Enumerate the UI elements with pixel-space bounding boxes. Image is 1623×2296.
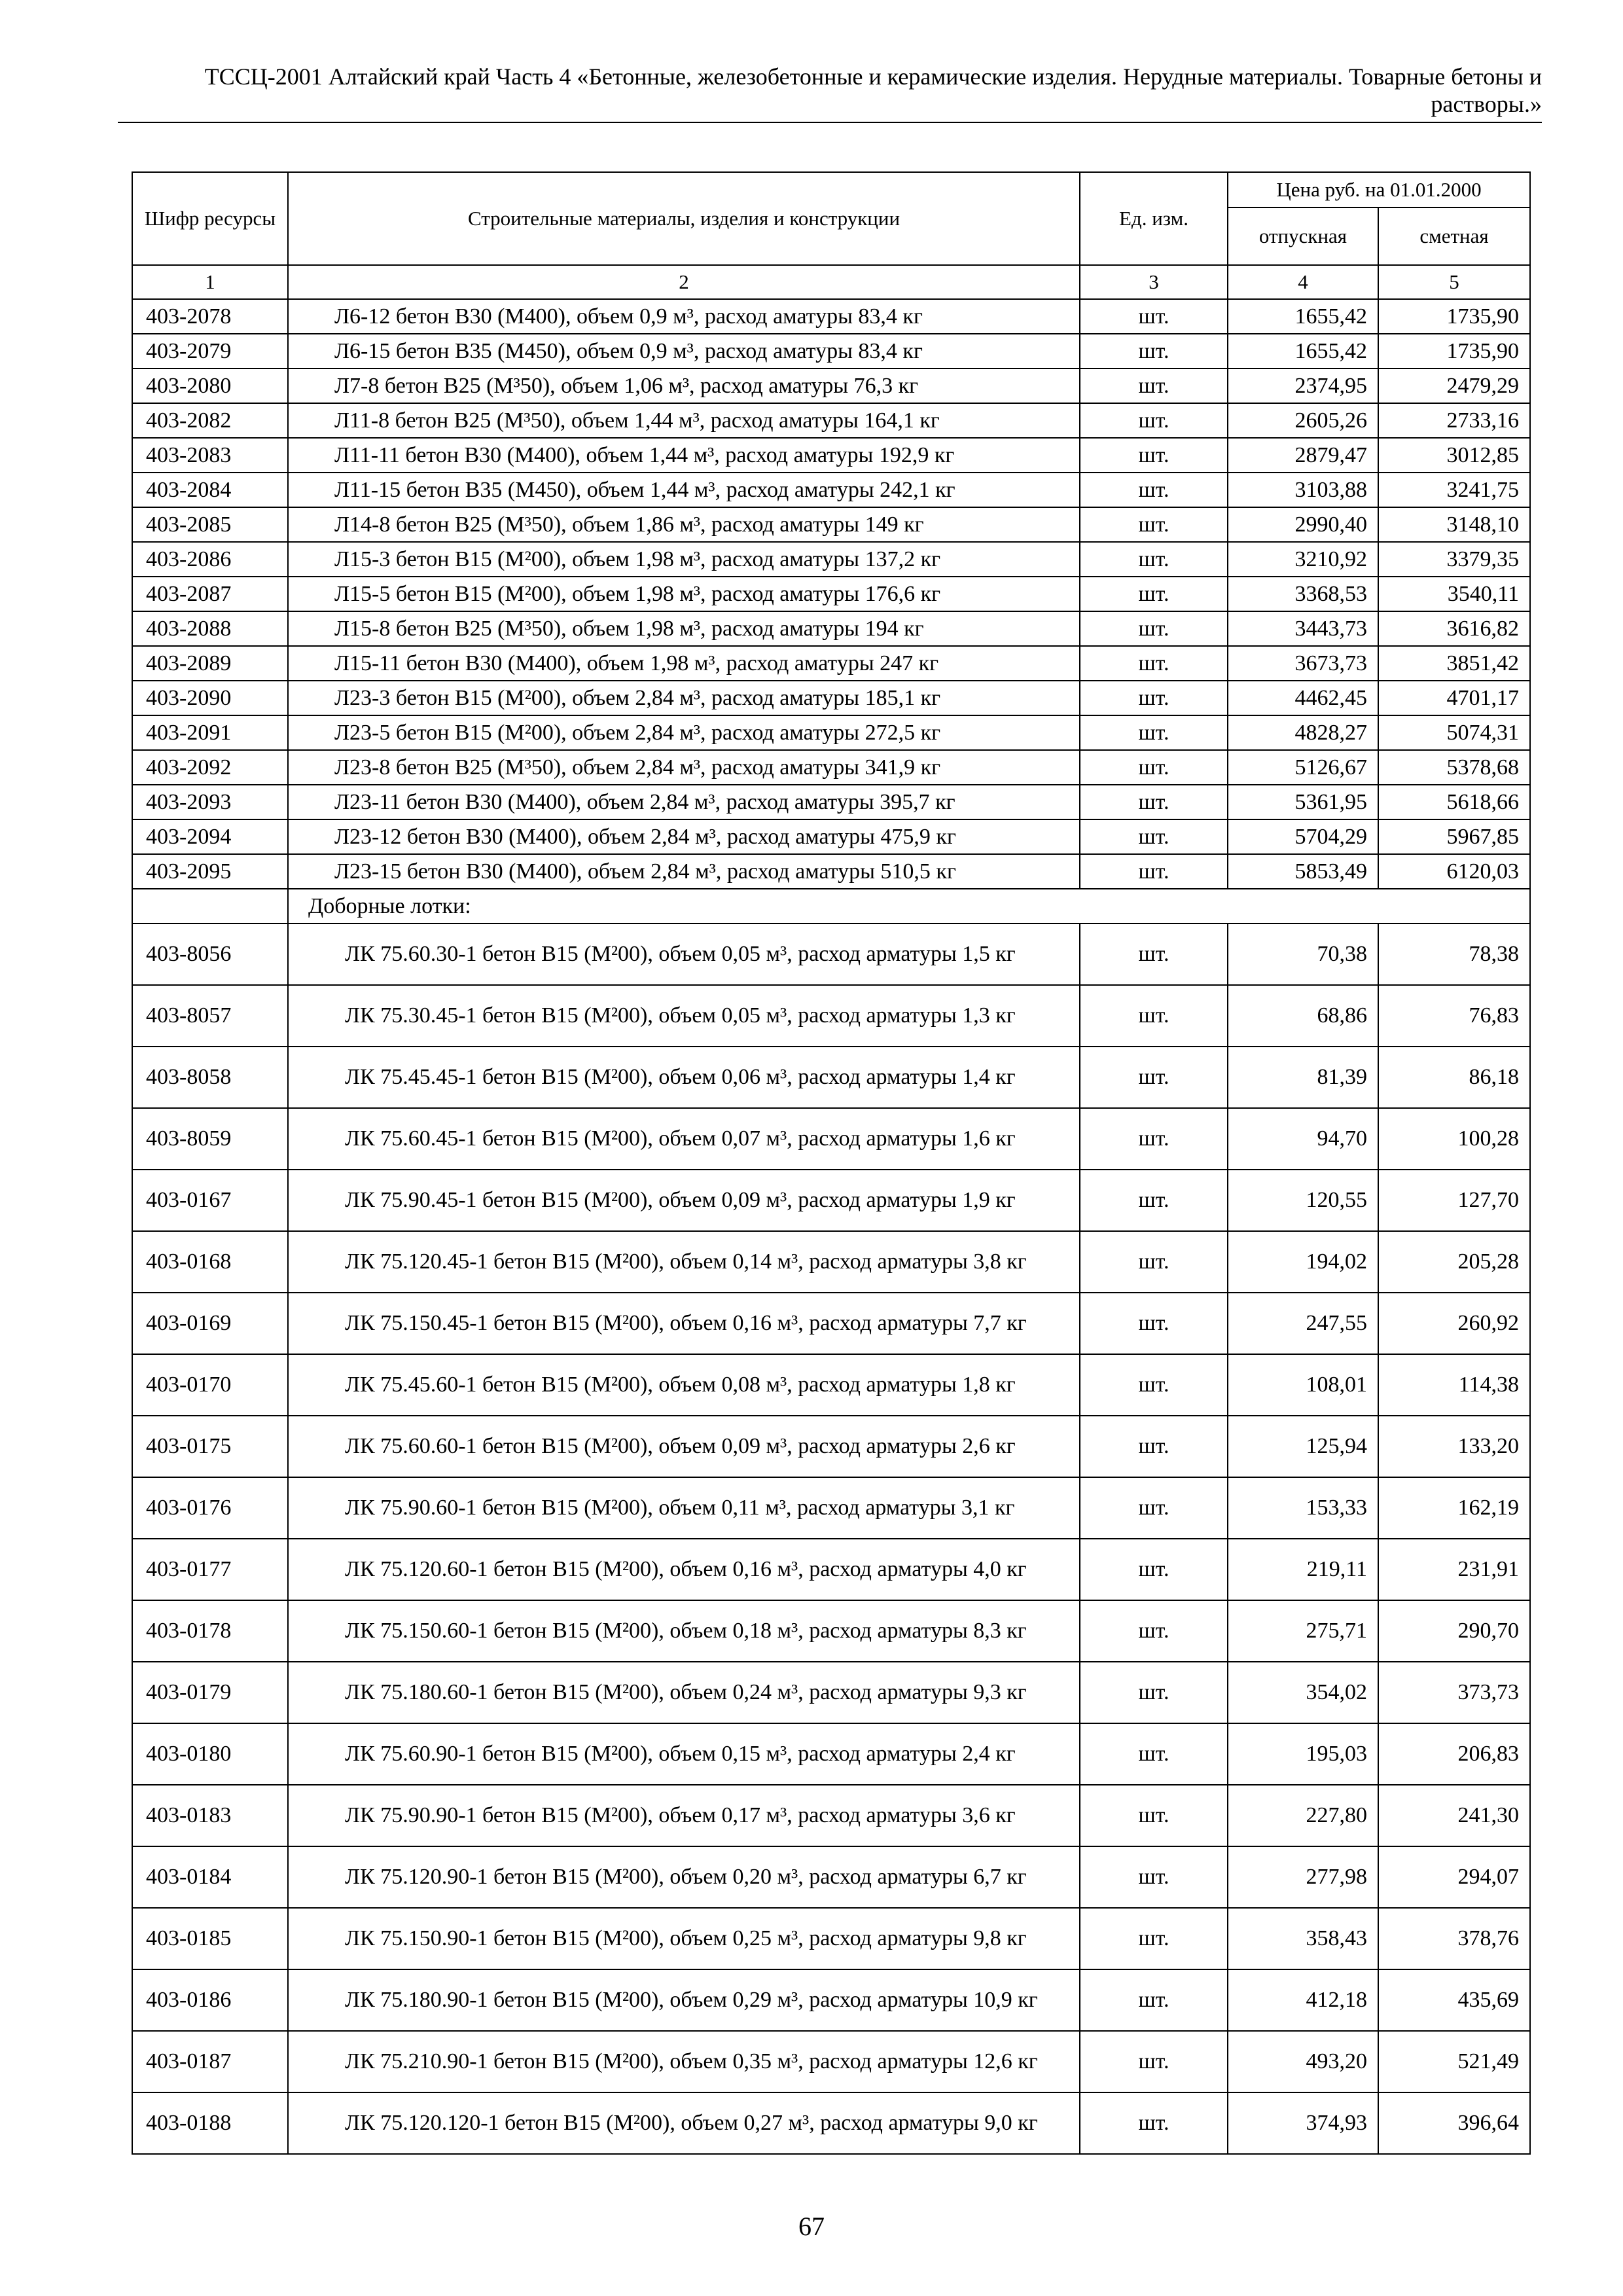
estimate-price: 4701,17 <box>1378 681 1530 715</box>
resource-code: 403-2089 <box>132 646 288 681</box>
release-price: 3210,92 <box>1228 542 1378 577</box>
material-name: Л23-8 бетон В25 (М³50), объем 2,84 м³, расход аматуры 341,9 кг <box>288 750 1080 785</box>
release-price: 493,20 <box>1228 2031 1378 2092</box>
estimate-price: 3148,10 <box>1378 507 1530 542</box>
material-name-cell <box>288 2031 1080 2092</box>
unit-of-measure: шт. <box>1080 750 1228 785</box>
column-number: 4 <box>1228 265 1378 299</box>
estimate-price: 114,38 <box>1378 1354 1530 1416</box>
material-name: Л23-3 бетон В15 (М²00), объем 2,84 м³, расход аматуры 185,1 кг <box>288 681 1080 715</box>
section-code-cell <box>132 889 288 924</box>
resource-code: 403-2084 <box>132 473 288 507</box>
table-row <box>132 1969 1530 2031</box>
material-name-cell <box>288 1539 1080 1600</box>
col-header-unit: Ед. изм. <box>1080 172 1228 265</box>
unit-of-measure: шт. <box>1080 1662 1228 1723</box>
unit-of-measure: шт. <box>1080 403 1228 438</box>
resource-code: 403-2083 <box>132 438 288 473</box>
release-price: 5704,29 <box>1228 819 1378 854</box>
table-row <box>132 1416 1530 1477</box>
release-price: 120,55 <box>1228 1170 1378 1231</box>
table-row <box>132 1539 1530 1600</box>
table-row <box>132 1785 1530 1846</box>
material-name: Л6-12 бетон В30 (М400), объем 0,9 м³, расход аматуры 83,4 кг <box>288 299 1080 334</box>
resource-code: 403-0169 <box>132 1293 288 1354</box>
table-row <box>132 1354 1530 1416</box>
unit-of-measure: шт. <box>1080 1908 1228 1969</box>
unit-of-measure: шт. <box>1080 646 1228 681</box>
estimate-price: 2479,29 <box>1378 368 1530 403</box>
resource-code: 403-0175 <box>132 1416 288 1477</box>
column-number: 5 <box>1378 265 1530 299</box>
release-price: 70,38 <box>1228 924 1378 985</box>
estimate-price: 2733,16 <box>1378 403 1530 438</box>
unit-of-measure: шт. <box>1080 785 1228 819</box>
col-header-code: Шифр ресурсы <box>132 172 288 265</box>
table-row <box>132 924 1530 985</box>
material-name: ЛК 75.30.45-1 бетон В15 (М²00), объем 0,05 м³, расход арматуры 1,3 кг <box>345 1003 1016 1028</box>
resource-code: 403-2095 <box>132 854 288 889</box>
estimate-price: 1735,90 <box>1378 334 1530 368</box>
resource-code: 403-2079 <box>132 334 288 368</box>
column-number-row <box>132 265 1530 299</box>
release-price: 3673,73 <box>1228 646 1378 681</box>
resource-code: 403-2087 <box>132 577 288 611</box>
material-name: Л7-8 бетон В25 (М³50), объем 1,06 м³, расход аматуры 76,3 кг <box>288 368 1080 403</box>
resource-code: 403-2094 <box>132 819 288 854</box>
estimate-price: 3241,75 <box>1378 473 1530 507</box>
estimate-price: 5378,68 <box>1378 750 1530 785</box>
unit-of-measure: шт. <box>1080 1969 1228 2031</box>
material-name-cell <box>288 1231 1080 1293</box>
estimate-price: 1735,90 <box>1378 299 1530 334</box>
table-row <box>132 681 1530 715</box>
material-name: Л15-3 бетон В15 (М²00), объем 1,98 м³, расход аматуры 137,2 кг <box>288 542 1080 577</box>
table-row <box>132 985 1530 1047</box>
resource-code: 403-0170 <box>132 1354 288 1416</box>
estimate-price: 373,73 <box>1378 1662 1530 1723</box>
resource-code: 403-0176 <box>132 1477 288 1539</box>
material-name: ЛК 75.120.120-1 бетон В15 (М²00), объем 0,27 м³, расход арматуры 9,0 кг <box>345 2111 1038 2135</box>
unit-of-measure: шт. <box>1080 854 1228 889</box>
release-price: 3443,73 <box>1228 611 1378 646</box>
material-name: Л23-5 бетон В15 (М²00), объем 2,84 м³, расход аматуры 272,5 кг <box>288 715 1080 750</box>
material-name: Л15-8 бетон В25 (М³50), объем 1,98 м³, расход аматуры 194 кг <box>288 611 1080 646</box>
resource-code: 403-0180 <box>132 1723 288 1785</box>
material-name: Л6-15 бетон В35 (М450), объем 0,9 м³, расход аматуры 83,4 кг <box>288 334 1080 368</box>
estimate-price: 260,92 <box>1378 1293 1530 1354</box>
table-row <box>132 334 1530 368</box>
material-name: ЛК 75.45.45-1 бетон В15 (М²00), объем 0,06 м³, расход арматуры 1,4 кг <box>345 1065 1016 1089</box>
col-header-estimate: сметная <box>1378 207 1530 265</box>
release-price: 81,39 <box>1228 1047 1378 1108</box>
material-name: ЛК 75.60.30-1 бетон В15 (М²00), объем 0,05 м³, расход арматуры 1,5 кг <box>345 942 1016 966</box>
resource-code: 403-0177 <box>132 1539 288 1600</box>
release-price: 275,71 <box>1228 1600 1378 1662</box>
material-name-cell <box>288 1846 1080 1908</box>
estimate-price: 241,30 <box>1378 1785 1530 1846</box>
unit-of-measure: шт. <box>1080 1846 1228 1908</box>
table-row <box>132 854 1530 889</box>
unit-of-measure: шт. <box>1080 2031 1228 2092</box>
unit-of-measure: шт. <box>1080 1170 1228 1231</box>
material-name: ЛК 75.120.60-1 бетон В15 (М²00), объем 0,16 м³, расход арматуры 4,0 кг <box>345 1557 1027 1581</box>
unit-of-measure: шт. <box>1080 681 1228 715</box>
release-price: 5853,49 <box>1228 854 1378 889</box>
release-price: 2990,40 <box>1228 507 1378 542</box>
col-header-release: отпускная <box>1228 207 1378 265</box>
table-row <box>132 473 1530 507</box>
unit-of-measure: шт. <box>1080 819 1228 854</box>
estimate-price: 78,38 <box>1378 924 1530 985</box>
table-row <box>132 1108 1530 1170</box>
material-name-cell <box>288 1723 1080 1785</box>
unit-of-measure: шт. <box>1080 1539 1228 1600</box>
release-price: 354,02 <box>1228 1662 1378 1723</box>
release-price: 5361,95 <box>1228 785 1378 819</box>
table-row <box>132 819 1530 854</box>
release-price: 1655,42 <box>1228 299 1378 334</box>
table-row <box>132 1908 1530 1969</box>
table-row <box>132 1047 1530 1108</box>
estimate-price: 435,69 <box>1378 1969 1530 2031</box>
resource-code: 403-8058 <box>132 1047 288 1108</box>
unit-of-measure: шт. <box>1080 924 1228 985</box>
release-price: 2605,26 <box>1228 403 1378 438</box>
release-price: 5126,67 <box>1228 750 1378 785</box>
table-row <box>132 1231 1530 1293</box>
estimate-price: 162,19 <box>1378 1477 1530 1539</box>
release-price: 219,11 <box>1228 1539 1378 1600</box>
release-price: 277,98 <box>1228 1846 1378 1908</box>
release-price: 3368,53 <box>1228 577 1378 611</box>
price-table <box>132 171 1531 2155</box>
estimate-price: 521,49 <box>1378 2031 1530 2092</box>
table-row <box>132 1662 1530 1723</box>
resource-code: 403-0184 <box>132 1846 288 1908</box>
material-name-cell <box>288 1416 1080 1477</box>
unit-of-measure: шт. <box>1080 368 1228 403</box>
estimate-price: 86,18 <box>1378 1047 1530 1108</box>
material-name: Л11-11 бетон В30 (М400), объем 1,44 м³, расход аматуры 192,9 кг <box>288 438 1080 473</box>
resource-code: 403-2080 <box>132 368 288 403</box>
material-name: Л11-8 бетон В25 (М³50), объем 1,44 м³, расход аматуры 164,1 кг <box>288 403 1080 438</box>
material-name-cell <box>288 924 1080 985</box>
estimate-price: 3851,42 <box>1378 646 1530 681</box>
unit-of-measure: шт. <box>1080 473 1228 507</box>
unit-of-measure: шт. <box>1080 2092 1228 2154</box>
resource-code: 403-0187 <box>132 2031 288 2092</box>
material-name: ЛК 75.60.45-1 бетон В15 (М²00), объем 0,07 м³, расход арматуры 1,6 кг <box>345 1126 1016 1151</box>
release-price: 195,03 <box>1228 1723 1378 1785</box>
unit-of-measure: шт. <box>1080 507 1228 542</box>
table-row <box>132 403 1530 438</box>
material-name: Л15-5 бетон В15 (М²00), объем 1,98 м³, расход аматуры 176,6 кг <box>288 577 1080 611</box>
resource-code: 403-8056 <box>132 924 288 985</box>
table-row <box>132 750 1530 785</box>
table-row <box>132 646 1530 681</box>
resource-code: 403-0188 <box>132 2092 288 2154</box>
release-price: 94,70 <box>1228 1108 1378 1170</box>
release-price: 125,94 <box>1228 1416 1378 1477</box>
material-name: Л23-11 бетон В30 (М400), объем 2,84 м³, расход аматуры 395,7 кг <box>288 785 1080 819</box>
material-name: ЛК 75.90.45-1 бетон В15 (М²00), объем 0,09 м³, расход арматуры 1,9 кг <box>345 1188 1016 1212</box>
resource-code: 403-2085 <box>132 507 288 542</box>
estimate-price: 290,70 <box>1378 1600 1530 1662</box>
material-name: ЛК 75.120.90-1 бетон В15 (М²00), объем 0,20 м³, расход арматуры 6,7 кг <box>345 1865 1027 1889</box>
release-price: 2879,47 <box>1228 438 1378 473</box>
material-name-cell <box>288 1170 1080 1231</box>
table-row <box>132 438 1530 473</box>
page-number: 67 <box>798 2212 825 2241</box>
resource-code: 403-0185 <box>132 1908 288 1969</box>
estimate-price: 3012,85 <box>1378 438 1530 473</box>
table-row <box>132 1846 1530 1908</box>
material-name: Л23-12 бетон В30 (М400), объем 2,84 м³, расход аматуры 475,9 кг <box>288 819 1080 854</box>
material-name: ЛК 75.45.60-1 бетон В15 (М²00), объем 0,08 м³, расход арматуры 1,8 кг <box>345 1372 1016 1397</box>
resource-code: 403-0167 <box>132 1170 288 1231</box>
release-price: 358,43 <box>1228 1908 1378 1969</box>
release-price: 4828,27 <box>1228 715 1378 750</box>
resource-code: 403-8057 <box>132 985 288 1047</box>
table-row <box>132 611 1530 646</box>
estimate-price: 100,28 <box>1378 1108 1530 1170</box>
table-row <box>132 1477 1530 1539</box>
unit-of-measure: шт. <box>1080 985 1228 1047</box>
release-price: 374,93 <box>1228 2092 1378 2154</box>
resource-code: 403-0178 <box>132 1600 288 1662</box>
table-row <box>132 2031 1530 2092</box>
table-row <box>132 577 1530 611</box>
material-name: ЛК 75.60.90-1 бетон В15 (М²00), объем 0,15 м³, расход арматуры 2,4 кг <box>345 1742 1016 1766</box>
material-name-cell <box>288 1477 1080 1539</box>
estimate-price: 6120,03 <box>1378 854 1530 889</box>
unit-of-measure: шт. <box>1080 1108 1228 1170</box>
material-name: ЛК 75.180.90-1 бетон В15 (М²00), объем 0,29 м³, расход арматуры 10,9 кг <box>345 1988 1038 2012</box>
unit-of-measure: шт. <box>1080 611 1228 646</box>
resource-code: 403-2092 <box>132 750 288 785</box>
estimate-price: 5618,66 <box>1378 785 1530 819</box>
resource-code: 403-0168 <box>132 1231 288 1293</box>
table-body <box>132 299 1530 2154</box>
unit-of-measure: шт. <box>1080 715 1228 750</box>
table-row <box>132 785 1530 819</box>
release-price: 3103,88 <box>1228 473 1378 507</box>
estimate-price: 76,83 <box>1378 985 1530 1047</box>
material-name-cell <box>288 1047 1080 1108</box>
section-label: Доборные лотки: <box>288 889 1530 924</box>
resource-code: 403-2091 <box>132 715 288 750</box>
estimate-price: 396,64 <box>1378 2092 1530 2154</box>
material-name-cell <box>288 1785 1080 1846</box>
material-name-cell <box>288 1108 1080 1170</box>
unit-of-measure: шт. <box>1080 1047 1228 1108</box>
material-name-cell <box>288 1354 1080 1416</box>
material-name: ЛК 75.180.60-1 бетон В15 (М²00), объем 0,24 м³, расход арматуры 9,3 кг <box>345 1680 1027 1704</box>
estimate-price: 3540,11 <box>1378 577 1530 611</box>
material-name-cell <box>288 985 1080 1047</box>
material-name-cell <box>288 1969 1080 2031</box>
table-row <box>132 1170 1530 1231</box>
material-name: ЛК 75.90.60-1 бетон В15 (М²00), объем 0,11 м³, расход арматуры 3,1 кг <box>345 1496 1015 1520</box>
estimate-price: 3379,35 <box>1378 542 1530 577</box>
section-row <box>132 889 1530 924</box>
table-row <box>132 1600 1530 1662</box>
release-price: 2374,95 <box>1228 368 1378 403</box>
release-price: 108,01 <box>1228 1354 1378 1416</box>
estimate-price: 127,70 <box>1378 1170 1530 1231</box>
release-price: 412,18 <box>1228 1969 1378 2031</box>
release-price: 4462,45 <box>1228 681 1378 715</box>
resource-code: 403-2082 <box>132 403 288 438</box>
resource-code: 403-2078 <box>132 299 288 334</box>
release-price: 68,86 <box>1228 985 1378 1047</box>
unit-of-measure: шт. <box>1080 1785 1228 1846</box>
release-price: 153,33 <box>1228 1477 1378 1539</box>
table-row <box>132 542 1530 577</box>
estimate-price: 3616,82 <box>1378 611 1530 646</box>
unit-of-measure: шт. <box>1080 1354 1228 1416</box>
column-number: 2 <box>288 265 1080 299</box>
estimate-price: 133,20 <box>1378 1416 1530 1477</box>
unit-of-measure: шт. <box>1080 542 1228 577</box>
col-header-name: Строительные материалы, изделия и конструкции <box>288 172 1080 265</box>
col-header-price: Цена руб. на 01.01.2000 <box>1228 172 1530 207</box>
header-rule <box>118 122 1542 123</box>
material-name: Л23-15 бетон В30 (М400), объем 2,84 м³, расход аматуры 510,5 кг <box>288 854 1080 889</box>
resource-code: 403-2086 <box>132 542 288 577</box>
column-number: 3 <box>1080 265 1228 299</box>
table-row <box>132 299 1530 334</box>
table-row <box>132 1293 1530 1354</box>
table-row <box>132 2092 1530 2154</box>
estimate-price: 205,28 <box>1378 1231 1530 1293</box>
estimate-price: 231,91 <box>1378 1539 1530 1600</box>
resource-code: 403-0179 <box>132 1662 288 1723</box>
page-header: ТССЦ-2001 Алтайский край Часть 4 «Бетонные, железобетонные и керамические изделия. Нерудные материалы. Товарные бетоны и растворы.» <box>204 63 1542 117</box>
estimate-price: 206,83 <box>1378 1723 1530 1785</box>
material-name: Л14-8 бетон В25 (М³50), объем 1,86 м³, расход аматуры 149 кг <box>288 507 1080 542</box>
table-row <box>132 715 1530 750</box>
material-name: ЛК 75.90.90-1 бетон В15 (М²00), объем 0,17 м³, расход арматуры 3,6 кг <box>345 1803 1016 1827</box>
material-name-cell <box>288 1600 1080 1662</box>
material-name: ЛК 75.210.90-1 бетон В15 (М²00), объем 0,35 м³, расход арматуры 12,6 кг <box>345 2049 1038 2073</box>
material-name: Л15-11 бетон В30 (М400), объем 1,98 м³, расход аматуры 247 кг <box>288 646 1080 681</box>
unit-of-measure: шт. <box>1080 1477 1228 1539</box>
resource-code: 403-0183 <box>132 1785 288 1846</box>
resource-code: 403-8059 <box>132 1108 288 1170</box>
estimate-price: 5074,31 <box>1378 715 1530 750</box>
resource-code: 403-0186 <box>132 1969 288 2031</box>
material-name: ЛК 75.150.60-1 бетон В15 (М²00), объем 0,18 м³, расход арматуры 8,3 кг <box>345 1619 1027 1643</box>
unit-of-measure: шт. <box>1080 1416 1228 1477</box>
resource-code: 403-2093 <box>132 785 288 819</box>
material-name-cell <box>288 1662 1080 1723</box>
table-row <box>132 368 1530 403</box>
material-name-cell <box>288 1908 1080 1969</box>
estimate-price: 294,07 <box>1378 1846 1530 1908</box>
release-price: 227,80 <box>1228 1785 1378 1846</box>
release-price: 1655,42 <box>1228 334 1378 368</box>
resource-code: 403-2088 <box>132 611 288 646</box>
release-price: 194,02 <box>1228 1231 1378 1293</box>
material-name-cell <box>288 2092 1080 2154</box>
material-name: ЛК 75.150.90-1 бетон В15 (М²00), объем 0,25 м³, расход арматуры 9,8 кг <box>345 1926 1027 1950</box>
material-name: ЛК 75.120.45-1 бетон В15 (М²00), объем 0,14 м³, расход арматуры 3,8 кг <box>345 1249 1027 1274</box>
material-name: Л11-15 бетон В35 (М450), объем 1,44 м³, расход аматуры 242,1 кг <box>288 473 1080 507</box>
unit-of-measure: шт. <box>1080 438 1228 473</box>
unit-of-measure: шт. <box>1080 1723 1228 1785</box>
column-number: 1 <box>132 265 288 299</box>
resource-code: 403-2090 <box>132 681 288 715</box>
unit-of-measure: шт. <box>1080 1293 1228 1354</box>
material-name: ЛК 75.60.60-1 бетон В15 (М²00), объем 0,09 м³, расход арматуры 2,6 кг <box>345 1434 1016 1458</box>
estimate-price: 5967,85 <box>1378 819 1530 854</box>
material-name: ЛК 75.150.45-1 бетон В15 (М²00), объем 0,16 м³, расход арматуры 7,7 кг <box>345 1311 1027 1335</box>
unit-of-measure: шт. <box>1080 1231 1228 1293</box>
table-row <box>132 1723 1530 1785</box>
material-name-cell <box>288 1293 1080 1354</box>
unit-of-measure: шт. <box>1080 334 1228 368</box>
table-row <box>132 507 1530 542</box>
release-price: 247,55 <box>1228 1293 1378 1354</box>
unit-of-measure: шт. <box>1080 577 1228 611</box>
unit-of-measure: шт. <box>1080 1600 1228 1662</box>
estimate-price: 378,76 <box>1378 1908 1530 1969</box>
unit-of-measure: шт. <box>1080 299 1228 334</box>
